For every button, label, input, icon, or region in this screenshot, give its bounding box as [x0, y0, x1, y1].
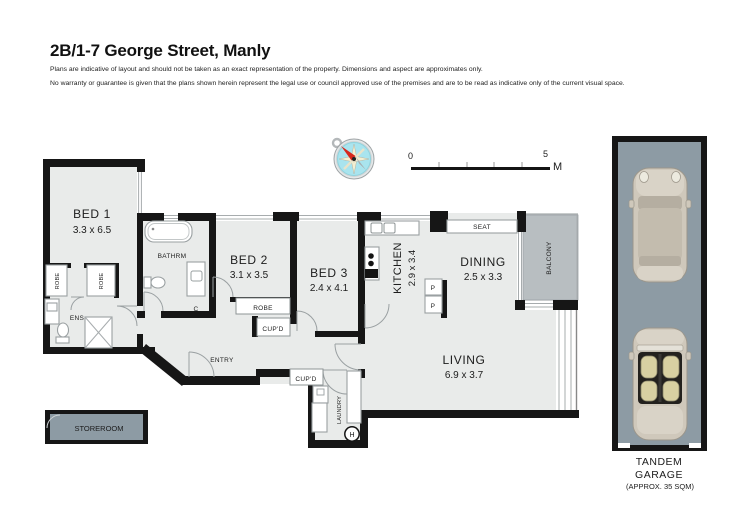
- living-label: LIVING: [442, 353, 486, 367]
- garage-caption-line1: TANDEM: [635, 456, 683, 468]
- pantry-label-2: P: [430, 303, 436, 310]
- living-dims: 6.9 x 3.7: [444, 370, 484, 381]
- bed2-dims: 3.1 x 3.5: [229, 270, 269, 281]
- scale-unit-label: M: [553, 161, 563, 173]
- dining-label: DINING: [460, 255, 506, 269]
- balcony-label: BALCONY: [546, 241, 553, 275]
- ensuite-label: ENS: [69, 315, 85, 322]
- cupboard-label-2: CUP'D: [295, 376, 317, 383]
- robe-label-2: ROBE: [99, 272, 105, 290]
- garage-caption-line2: GARAGE: [635, 469, 683, 481]
- page-title: 2B/1-7 George Street, Manly: [50, 41, 271, 60]
- bed1-dims: 3.3 x 6.5: [72, 225, 112, 236]
- bed2-label: BED 2: [230, 253, 268, 267]
- cupboard-label-1: CUP'D: [262, 326, 284, 333]
- dining-dims: 2.5 x 3.3: [463, 272, 503, 283]
- bed1-label: BED 1: [73, 207, 111, 221]
- kitchen-label: KITCHEN: [392, 242, 404, 294]
- car-convertible-icon: [629, 328, 691, 440]
- garage-caption-line3: (APPROX. 35 SQM): [626, 482, 694, 491]
- car-sedan-icon: [629, 168, 691, 282]
- storeroom-label: STOREROOM: [74, 424, 124, 433]
- garage-area: [612, 136, 707, 451]
- laundry-label: LAUNDRY: [337, 395, 343, 425]
- robe-label-1: ROBE: [55, 272, 61, 290]
- seat-label: SEAT: [473, 224, 491, 231]
- scale-start-label: 0: [408, 151, 414, 161]
- bathroom-label: BATHRM: [157, 253, 187, 260]
- bed3-dims: 2.4 x 4.1: [309, 283, 349, 294]
- kitchen-dims: 2.9 x 3.4: [407, 249, 418, 287]
- pantry-label-1: P: [430, 285, 436, 292]
- robe-label-3: ROBE: [253, 305, 273, 312]
- entry-label: ENTRY: [210, 357, 234, 364]
- scale-bar: [408, 149, 562, 173]
- linen-c-label: C: [193, 306, 199, 313]
- compass-icon: [333, 139, 374, 179]
- hot-water-h-label: H: [349, 432, 355, 439]
- disclaimer-line-1: Plans are indicative of layout and should not be taken as an exact representation of the property. Dimensions and aspect are approximates only.: [50, 66, 483, 73]
- bed3-label: BED 3: [310, 266, 348, 280]
- scale-end-label: 5: [543, 149, 549, 159]
- disclaimer-line-2: No warranty or guarantee is given that the plans shown herein represent the legal use or council approved use of the premises and are to be read as indicative only of the current visual space.: [50, 80, 625, 87]
